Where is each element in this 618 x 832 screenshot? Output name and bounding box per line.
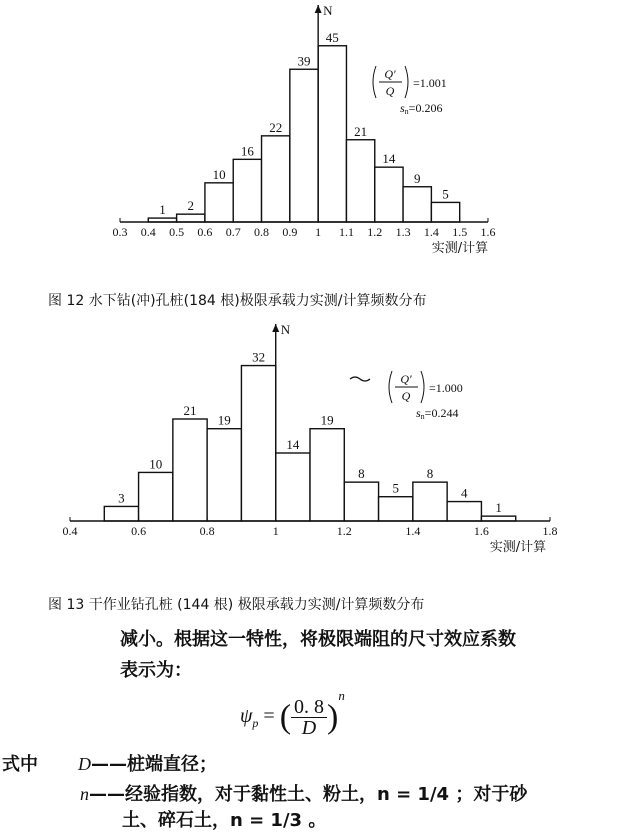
x-tick-label: 1 [315,225,322,239]
bar-value-label: 19 [320,412,334,428]
bar-value-label: 8 [426,466,434,482]
definition-n [80,780,527,806]
histogram-fig13 [0,310,618,580]
histogram-bar [403,187,431,222]
annotation-s-value: sn=0.244 [416,406,459,421]
histogram-bar [205,183,233,222]
annotation-paren-right [421,371,424,403]
x-tick-label: 1 [272,524,279,538]
histogram-bar [207,429,241,521]
bar-value-label: 45 [325,29,339,45]
histogram-bar [276,453,310,521]
x-tick-label: 0.6 [197,225,213,239]
x-tick-label: 1.2 [367,225,383,239]
formula [240,688,345,738]
histogram-bar [290,69,318,222]
x-tick-label: 0.8 [199,524,215,538]
paren-right: ) [327,698,339,736]
x-tick-label: 1.1 [338,225,354,239]
annotation-s-value: sn=0.206 [400,101,443,116]
formula-eq: = [258,705,280,727]
formula-exponent: n [338,688,345,703]
histogram-bar [413,482,447,521]
x-tick-label: 0.9 [282,225,298,239]
histogram-bar [447,502,481,521]
paragraph-line-2: 表示为： [120,660,192,681]
x-tick-label: 0.6 [131,524,147,538]
histogram-bar [310,429,344,521]
bar-value-label: 4 [461,485,468,501]
histogram-bar [318,46,346,222]
caption-fig13: 图 13 干作业钻孔桩 (144 根) 极限承载力实测/计算频数分布 [48,597,425,613]
x-tick-label: 1.6 [480,225,496,239]
annotation-ratio-value: =1.000 [429,381,463,395]
where-label: 式中 [2,754,38,775]
x-tick-label: 1.3 [395,225,411,239]
bar-value-label: 32 [252,349,266,365]
histogram-fig12 [0,0,618,280]
annotation-paren-left [373,66,376,98]
histogram-bar [431,202,459,222]
annotation-stats [373,66,447,116]
bar-value-label: 14 [382,151,396,167]
stray-mark [350,377,370,381]
x-tick-label: 0.4 [140,225,156,239]
x-tick-label: 0.8 [254,225,270,239]
histogram-bar [481,516,515,521]
bar-value-label: 5 [392,480,399,496]
bar-value-label: 9 [413,170,421,186]
histogram-bar [379,497,413,521]
annotation-paren-left [389,371,392,403]
definition-D-symbol: D [78,754,91,774]
annotation-numerator: Q′ [384,67,396,81]
x-tick-label: 1.5 [452,225,468,239]
bar-value-label: 19 [217,412,231,428]
bar-value-label: 2 [187,198,195,214]
x-tick-label: 0.7 [225,225,241,239]
x-tick-label: 0.3 [112,225,128,239]
bar-value-label: 39 [297,53,311,69]
x-tick-label: 0.4 [62,524,78,538]
definition-D [78,750,217,776]
y-axis-arrow [315,5,322,13]
bar-value-label: 10 [212,166,226,182]
annotation-denominator: Q [401,389,411,403]
histogram-bar [173,419,207,521]
bar-value-label: 16 [240,143,254,159]
annotation-numerator: Q′ [400,372,412,386]
annotation-ratio-value: =1.001 [413,76,447,90]
x-axis-title: 实测/计算 [431,241,489,256]
caption-fig12: 图 12 水下钻(冲)孔桩(184 根)极限承载力实测/计算频数分布 [48,293,427,309]
definition-n-text: ——经验指数，对于黏性土、粉土，n = 1/4 ；对于砂 [89,784,528,805]
histogram-bar [233,159,261,222]
x-tick-label: 1.4 [405,524,421,538]
histogram-bar [104,506,138,521]
histogram-bar [346,140,374,222]
x-tick-label: 1.6 [473,524,489,538]
x-tick-label: 0.5 [169,225,185,239]
y-axis-label: N [280,322,291,337]
bar-value-label: 21 [354,123,368,139]
formula-fraction [291,697,327,738]
x-axis-title: 实测/计算 [489,540,547,555]
formula-lhs-sub: p [252,716,259,730]
definition-n-symbol: n [80,784,89,804]
bar-value-label: 1 [159,202,166,218]
bar-value-label: 8 [358,466,365,482]
bar-value-label: 10 [149,456,163,472]
definition-n-line2: 土、碎石土，n = 1/3 。 [122,810,327,831]
paren-left: ( [279,698,292,736]
histogram-bar [241,366,275,521]
annotation-stats [389,371,463,421]
bar-value-label: 22 [269,119,283,135]
histogram-bar [139,472,173,521]
bar-value-label: 3 [118,490,125,506]
bar-value-label: 21 [183,403,197,418]
formula-denominator: D [301,716,317,739]
formula-lhs: ψ [240,705,253,727]
histogram-bar [262,136,290,222]
y-axis-arrow [272,324,279,332]
x-tick-label: 1.8 [542,524,558,538]
bar-value-label: 1 [495,500,502,516]
histogram-bar [375,167,403,222]
histogram-bar [177,214,205,222]
definition-D-text: ——桩端直径； [91,754,217,775]
paragraph-line-1: 减小。根据这一特性，将极限端阻的尺寸效应系数 [120,629,516,650]
x-tick-label: 1.2 [336,524,352,538]
annotation-denominator: Q [385,84,395,98]
histogram-bar [344,482,378,521]
x-tick-label: 1.4 [423,225,439,239]
bar-value-label: 14 [286,437,300,452]
annotation-paren-right [405,66,408,98]
formula-numerator: 0. 8 [291,697,327,718]
bar-value-label: 5 [442,186,449,202]
y-axis-label: N [323,3,333,18]
